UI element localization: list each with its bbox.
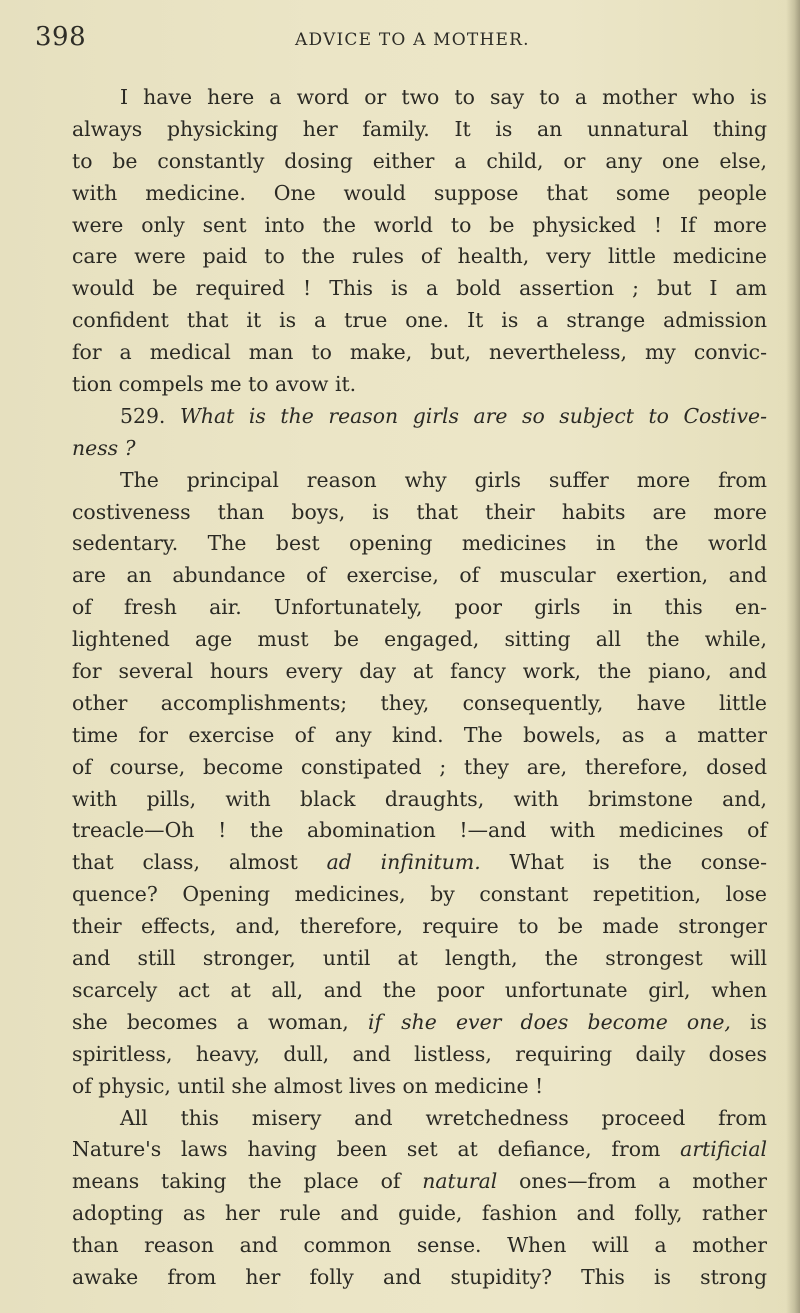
text-segment: ones—from a mother: [497, 1169, 767, 1194]
text-segment: and still stronger, until at length, the strongest will: [72, 946, 767, 971]
text-segment: All this misery and wretchedness proceed from: [120, 1105, 767, 1130]
text-line: [72, 1262, 767, 1294]
text-segment: awake from her folly and stupidity? This is strong: [72, 1264, 767, 1289]
text-segment: for several hours every day at fancy work, the piano, and: [72, 659, 767, 684]
italic-text: if she ever does become one,: [367, 1009, 731, 1034]
text-segment: with medicine. One would suppose that some people: [72, 180, 767, 205]
text-segment: of fresh air. Unfortunately, poor girls in this en-: [72, 595, 767, 620]
text-segment: is: [730, 1009, 768, 1034]
text-segment: are an abundance of exercise, of muscular exertion, and: [72, 563, 767, 588]
text-line: [72, 1039, 767, 1071]
text-segment: would be required ! This is a bold assertion ; but I am: [72, 276, 767, 301]
text-segment: always physicking her family. It is an unnatural thing: [72, 116, 767, 141]
text-line: [72, 528, 767, 560]
text-segment: scarcely act at all, and the poor unfortunate girl, when: [72, 977, 767, 1002]
text-segment: care were paid to the rules of health, very little medicine: [72, 244, 767, 269]
text-line: [72, 688, 767, 720]
text-segment: time for exercise of any kind. The bowels, as a matter: [72, 722, 767, 747]
text-segment: were only sent into the world to be physicked ! If more: [72, 212, 767, 237]
text-line: [72, 369, 767, 401]
text-segment: confident that it is a true one. It is a strange admission: [72, 308, 767, 333]
text-line: [72, 1230, 767, 1262]
text-line: [72, 624, 767, 656]
text-segment: to be constantly dosing either a child, or any one else,: [72, 148, 767, 173]
text-line: [72, 1103, 767, 1135]
italic-text: artificial: [680, 1137, 767, 1162]
text-line: [72, 1071, 767, 1103]
text-line: [72, 975, 767, 1007]
text-segment: of physic, until she almost lives on medicine !: [72, 1073, 544, 1098]
text-segment: spiritless, heavy, dull, and listless, requiring daily doses: [72, 1041, 767, 1066]
text-segment: their effects, and, therefore, require to be made stronger: [72, 914, 767, 939]
text-line: [72, 82, 767, 114]
text-line: [72, 241, 767, 273]
text-line: [72, 720, 767, 752]
text-line: [72, 273, 767, 305]
text-line: [72, 210, 767, 242]
text-segment: means taking the place of: [72, 1169, 423, 1194]
text-segment: lightened age must be engaged, sitting all the while,: [72, 627, 767, 652]
text-segment: I have here a word or two to say to a mother who is: [120, 85, 767, 109]
text-line: [72, 178, 767, 210]
text-line: [72, 465, 767, 497]
text-segment: quence? Opening medicines, by constant repetition, lose: [72, 882, 767, 907]
text-line: [72, 146, 767, 178]
text-line: [72, 1134, 767, 1166]
text-segment: treacle—Oh ! the abomination !—and with medicines of: [72, 818, 767, 843]
text-segment: with pills, with black draughts, with brimstone and,: [72, 786, 767, 811]
text-line: [72, 497, 767, 529]
text-line: [72, 401, 767, 433]
text-line: [72, 433, 767, 465]
text-line: [72, 943, 767, 975]
text-line: [72, 879, 767, 911]
page-number: 398: [35, 22, 87, 52]
text-segment: of course, become constipated ; they are, therefore, dosed: [72, 754, 767, 779]
text-line: [72, 847, 767, 879]
text-segment: than reason and common sense. When will a mother: [72, 1233, 767, 1258]
text-line: [72, 911, 767, 943]
text-line: [72, 656, 767, 688]
text-line: [72, 592, 767, 624]
text-line: [72, 337, 767, 369]
text-segment: 529.: [120, 403, 180, 428]
italic-text: natural: [422, 1169, 498, 1194]
text-segment: she becomes a woman,: [72, 1009, 368, 1034]
text-segment: sedentary. The best opening medicines in the world: [72, 531, 767, 556]
page-header: [0, 22, 800, 62]
running-title: ADVICE TO A MOTHER.: [295, 30, 530, 50]
text-line: [72, 114, 767, 146]
text-segment: for a medical man to make, but, nevertheless, my convic-: [72, 340, 767, 365]
text-line: [72, 1166, 767, 1198]
body-text: [72, 82, 767, 1294]
text-segment: What is the conse-: [480, 850, 768, 875]
text-line: [72, 752, 767, 784]
text-segment: tion compels me to avow it.: [72, 372, 357, 397]
text-segment: costiveness than boys, is that their habits are more: [72, 499, 767, 524]
text-segment: other accomplishments; they, consequently, have little: [72, 690, 767, 715]
text-line: [72, 1198, 767, 1230]
text-line: [72, 305, 767, 337]
page-edge-shadow: [786, 0, 800, 1313]
text-segment: that class, almost: [72, 850, 327, 875]
text-line: [72, 815, 767, 847]
text-line: [72, 1007, 767, 1039]
text-line: [72, 784, 767, 816]
italic-text: ness ?: [72, 435, 136, 460]
text-segment: The principal reason why girls suffer more from: [120, 467, 767, 492]
italic-text: ad infinitum.: [326, 850, 481, 875]
text-line: [72, 560, 767, 592]
text-segment: adopting as her rule and guide, fashion and folly, rather: [72, 1201, 767, 1226]
italic-text: What is the reason girls are so subject to Costive-: [179, 403, 767, 428]
text-segment: Nature's laws having been set at defiance, from: [72, 1137, 681, 1162]
